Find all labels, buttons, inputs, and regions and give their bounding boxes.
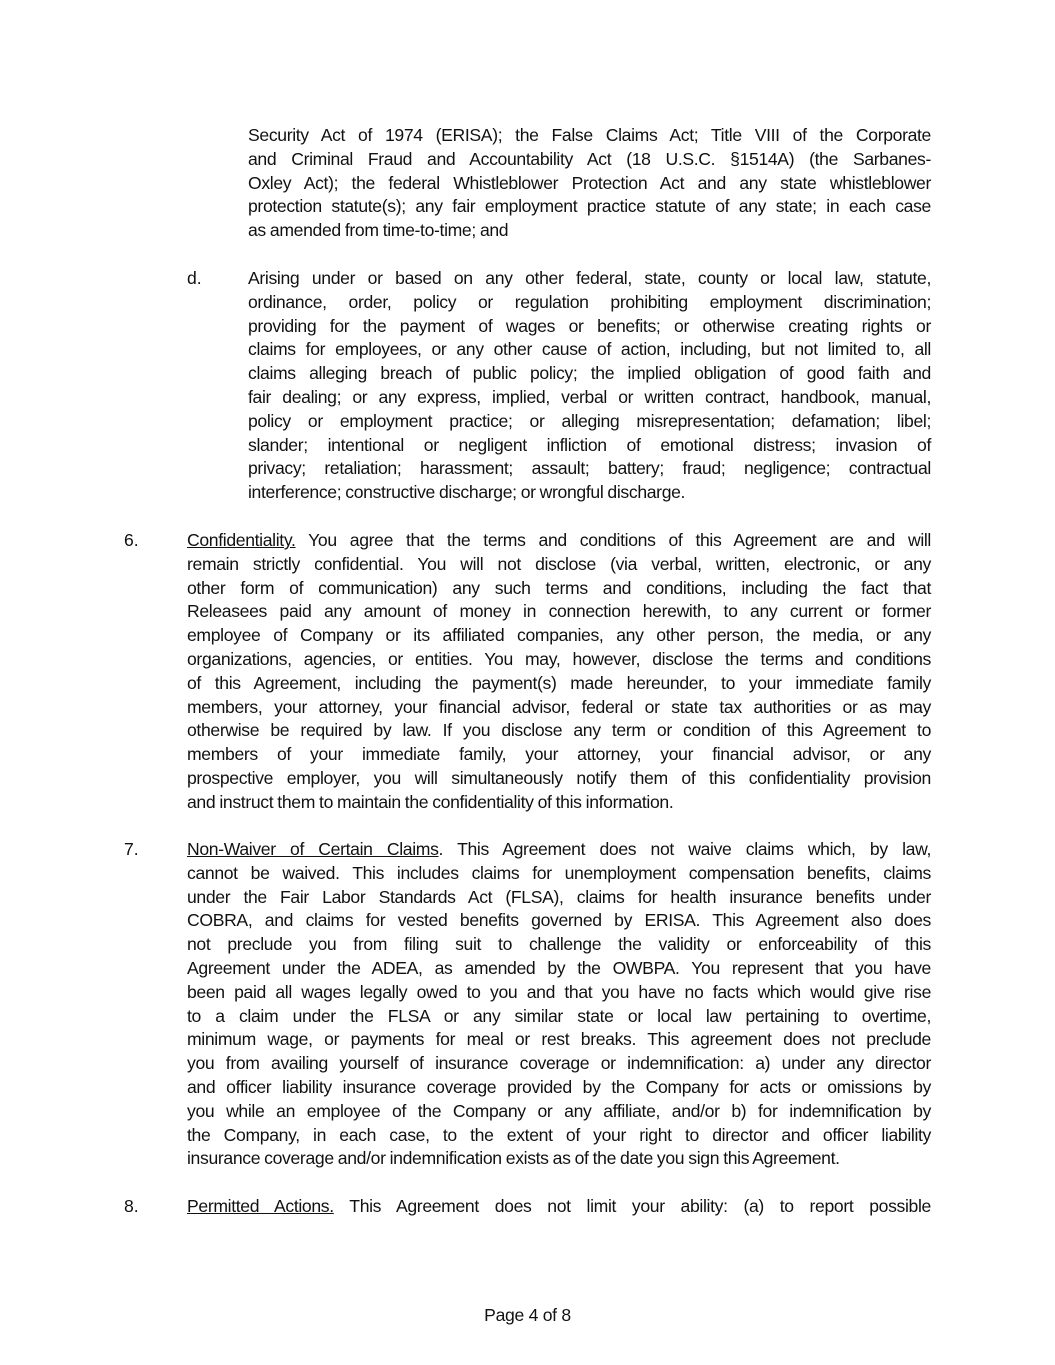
subsection-label: d. — [187, 268, 202, 288]
text-line: Security Act of 1974 (ERISA); the False Claims Act; Title VIII of the Corporate — [248, 125, 931, 145]
text-line — [187, 838, 931, 862]
text-run: You agree that the terms and conditions of this Agreement are and will — [295, 530, 931, 550]
text-line: you from availing yourself of insurance coverage or indemnification: a) under any director — [187, 1053, 931, 1074]
text-run: . This Agreement does not waive claims which, by law, — [438, 839, 931, 859]
text-line: and Criminal Fraud and Accountability Act (18 U.S.C. §1514A) (the Sarbanes- — [248, 148, 931, 169]
text-line: to a claim under the FLSA or any similar state or local law pertaining to overtime, — [187, 1005, 931, 1026]
text-line: as amended from time-to-time; and — [248, 220, 509, 241]
text-line: providing for the payment of wages or benefits; or otherwise creating rights or — [248, 315, 931, 336]
text-line: you while an employee of the Company or any affiliate, and/or b) for indemnification by — [187, 1100, 931, 1121]
text-line: other form of communication) any such terms and conditions, including the fact that — [187, 577, 931, 598]
text-line: fair dealing; or any express, implied, verbal or written contract, handbook, manual, — [248, 386, 931, 407]
section-permitted-actions — [187, 1195, 931, 1219]
section-heading: Permitted Actions. — [187, 1196, 334, 1216]
text-line: claims for employees, or any other cause of action, including, but not limited to, all — [248, 339, 931, 360]
text-line: employee of Company or its affiliated companies, any other person, the media, or any — [187, 625, 931, 646]
text-line: Arising under or based on any other federal, state, county or local law, statute, — [248, 268, 931, 288]
text-line: and instruct them to maintain the confidentiality of this information. — [187, 791, 674, 812]
page-footer — [0, 1305, 1055, 1326]
text-line: Oxley Act); the federal Whistleblower Protection Act and any state whistleblower — [248, 172, 931, 193]
text-line: remain strictly confidential. You will not disclose (via verbal, written, electronic, or any — [187, 553, 931, 574]
text-line: privacy; retaliation; harassment; assault; battery; fraud; negligence; contractual — [248, 458, 931, 479]
text-line: prospective employer, you will simultaneously notify them of this confidentiality provision — [187, 767, 931, 788]
text-line: protection statute(s); any fair employment practice statute of any state; in each case — [248, 196, 931, 217]
text-line: insurance coverage and/or indemnification exists as of the date you sign this Agreement. — [187, 1148, 840, 1169]
text-line: policy or employment practice; or alleging misrepresentation; defamation; libel; — [248, 410, 931, 431]
page-number: Page 4 of 8 — [484, 1305, 571, 1325]
text-line: COBRA, and claims for vested benefits governed by ERISA. This Agreement also does — [187, 910, 931, 931]
text-line: minimum wage, or payments for meal or rest breaks. This agreement does not preclude — [187, 1029, 931, 1050]
text-line: interference; constructive discharge; or wrongful discharge. — [248, 482, 686, 503]
text-line: been paid all wages legally owed to you and that you have no facts which would give rise — [187, 981, 931, 1002]
text-line: members, your attorney, your financial advisor, federal or state tax authorities or as may — [187, 696, 931, 717]
text-line: claims alleging breach of public policy; the implied obligation of good faith and — [248, 363, 931, 384]
text-line: of this Agreement, including the payment(s) made hereunder, to your immediate family — [187, 672, 931, 693]
text-line: not preclude you from filing suit to challenge the validity or enforceability of this — [187, 934, 931, 955]
text-line: under the Fair Labor Standards Act (FLSA), claims for health insurance benefits under — [187, 886, 931, 907]
text-line — [187, 1195, 931, 1219]
section-number: 6. — [124, 530, 139, 550]
subsection-d — [248, 267, 931, 505]
text-line: Releasees paid any amount of money in connection herewith, to any current or former — [187, 601, 931, 622]
text-line: members of your immediate family, your attorney, your financial advisor, or any — [187, 744, 931, 765]
text-line: slander; intentional or negligent infliction of emotional distress; invasion of — [248, 434, 931, 455]
text-line: cannot be waived. This includes claims for unemployment compensation benefits, claims — [187, 862, 931, 883]
text-run: This Agreement does not limit your ability: (a) to report possible — [333, 1196, 931, 1216]
section-confidentiality — [187, 529, 931, 815]
section-non-waiver — [187, 838, 931, 1171]
clause-continuation — [248, 124, 931, 243]
text-line — [187, 529, 931, 553]
text-line: otherwise be required by law. If you disclose any term or condition of this Agreement to — [187, 720, 931, 741]
section-number: 7. — [124, 839, 139, 859]
text-line: the Company, in each case, to the extent of your right to director and officer liability — [187, 1124, 931, 1145]
text-line: organizations, agencies, or entities. You may, however, disclose the terms and conditions — [187, 648, 931, 669]
text-line: ordinance, order, policy or regulation prohibiting employment discrimination; — [248, 291, 931, 312]
text-line: Agreement under the ADEA, as amended by the OWBPA. You represent that you have — [187, 957, 931, 978]
text-line: and officer liability insurance coverage provided by the Company for acts or omissions by — [187, 1076, 931, 1097]
section-heading: Non-Waiver of Certain Claims — [187, 839, 439, 859]
section-number: 8. — [124, 1196, 139, 1216]
section-heading: Confidentiality. — [187, 530, 296, 550]
